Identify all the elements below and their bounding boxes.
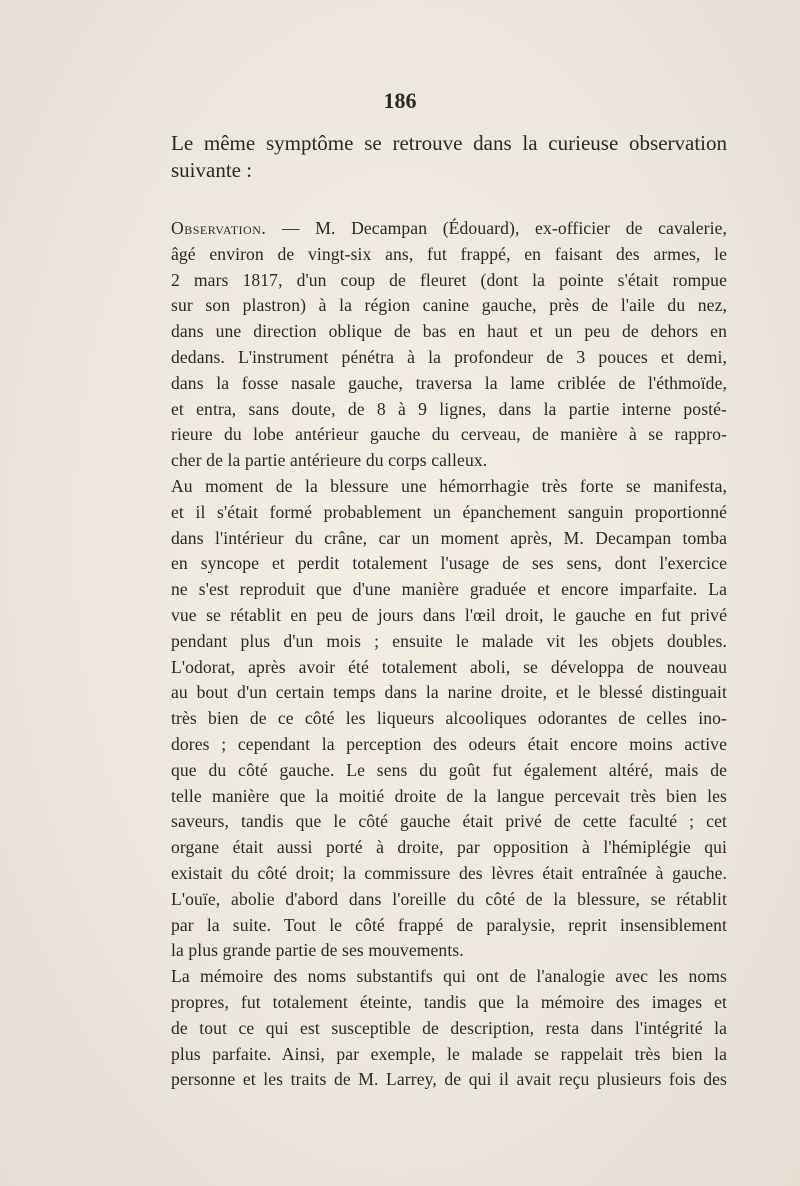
text-line: La mémoire des noms substantifs qui ont de l'analogie avec les noms bbox=[171, 966, 727, 987]
text-line: telle manière que la moitié droite de la langue percevait très bien les bbox=[171, 785, 727, 806]
text-line: en syncope et perdit totalement l'usage de ses sens, dont l'exercice bbox=[171, 553, 727, 574]
text-line: rieure du lobe antérieur gauche du cerveau, de manière à se rappro- bbox=[171, 424, 727, 445]
text-line: dans une direction oblique de bas en haut et un peu de dehors en bbox=[171, 321, 727, 342]
text-line: existait du côté droit; la commissure des lèvres était entraînée à gauche. bbox=[171, 862, 727, 883]
intro-paragraph bbox=[171, 130, 727, 184]
text-line: L'ouïe, abolie d'abord dans l'oreille du côté de la blessure, se rétablit bbox=[171, 888, 727, 909]
text-line: vue se rétablit en peu de jours dans l'œil droit, le gauche en fut privé bbox=[171, 604, 727, 625]
text-line: Au moment de la blessure une hémorrhagie très forte se manifesta, bbox=[171, 475, 727, 496]
text-line: L'odorat, après avoir été totalement aboli, se développa de nouveau bbox=[171, 656, 727, 677]
text-line: propres, fut totalement éteinte, tandis que la mémoire des images et bbox=[171, 991, 727, 1012]
observation-first-line: — M. Decampan (Édouard), ex-officier de cavalerie, bbox=[266, 218, 727, 238]
text-line: de tout ce qui est susceptible de description, resta dans l'intégrité la bbox=[171, 1017, 727, 1038]
text-line: dans la fosse nasale gauche, traversa la lame criblée de l'éthmoïde, bbox=[171, 372, 727, 393]
text-line: pendant plus d'un mois ; ensuite le malade vit les objets doubles. bbox=[171, 630, 727, 651]
text-line: dores ; cependant la perception des odeurs était encore moins active bbox=[171, 733, 727, 754]
text-line: au bout d'un certain temps dans la narine droite, et le blessé distinguait bbox=[171, 682, 727, 703]
text-line: Le même symptôme se retrouve dans la curieuse observation bbox=[171, 131, 727, 155]
text-line: par la suite. Tout le côté frappé de paralysie, reprit insensiblement bbox=[171, 914, 727, 935]
text-line: cher de la partie antérieure du corps calleux. bbox=[171, 450, 488, 471]
text-line: personne et les traits de M. Larrey, de qui il avait reçu plusieurs fois des bbox=[171, 1069, 727, 1090]
text-line: dedans. L'instrument pénétra à la profondeur de 3 pouces et demi, bbox=[171, 346, 727, 367]
text-line: sur son plastron) à la région canine gauche, près de l'aile du nez, bbox=[171, 295, 727, 316]
text-line: suivante : bbox=[171, 158, 253, 182]
text-line bbox=[171, 216, 727, 242]
text-line: 2 mars 1817, d'un coup de fleuret (dont la pointe s'était rompue bbox=[171, 269, 727, 290]
text-line: ne s'est reproduit que d'une manière graduée et encore imparfaite. La bbox=[171, 579, 727, 600]
page-number: 186 bbox=[383, 88, 417, 113]
text-line: organe était aussi porté à droite, par opposition à l'hémiplégie qui bbox=[171, 837, 727, 858]
text-line: très bien de ce côté les liqueurs alcooliques odorantes de celles ino- bbox=[171, 708, 727, 729]
text-line: la plus grande partie de ses mouvements. bbox=[171, 940, 464, 961]
text-line: saveurs, tandis que le côté gauche était privé de cette faculté ; cet bbox=[171, 811, 727, 832]
text-line: que du côté gauche. Le sens du goût fut également altéré, mais de bbox=[171, 759, 727, 780]
text-line: et entra, sans doute, de 8 à 9 lignes, dans la partie interne posté- bbox=[171, 398, 727, 419]
text-line: âgé environ de vingt-six ans, fut frappé, en faisant des armes, le bbox=[171, 243, 727, 264]
text-line: plus parfaite. Ainsi, par exemple, le malade se rappelait très bien la bbox=[171, 1043, 727, 1064]
text-line: et il s'était formé probablement un épanchement sanguin proportionné bbox=[171, 501, 727, 522]
text-line: dans l'intérieur du crâne, car un moment après, M. Decampan tomba bbox=[171, 527, 727, 548]
observation-label: Observation. bbox=[171, 218, 267, 238]
observation-text bbox=[171, 216, 727, 1093]
